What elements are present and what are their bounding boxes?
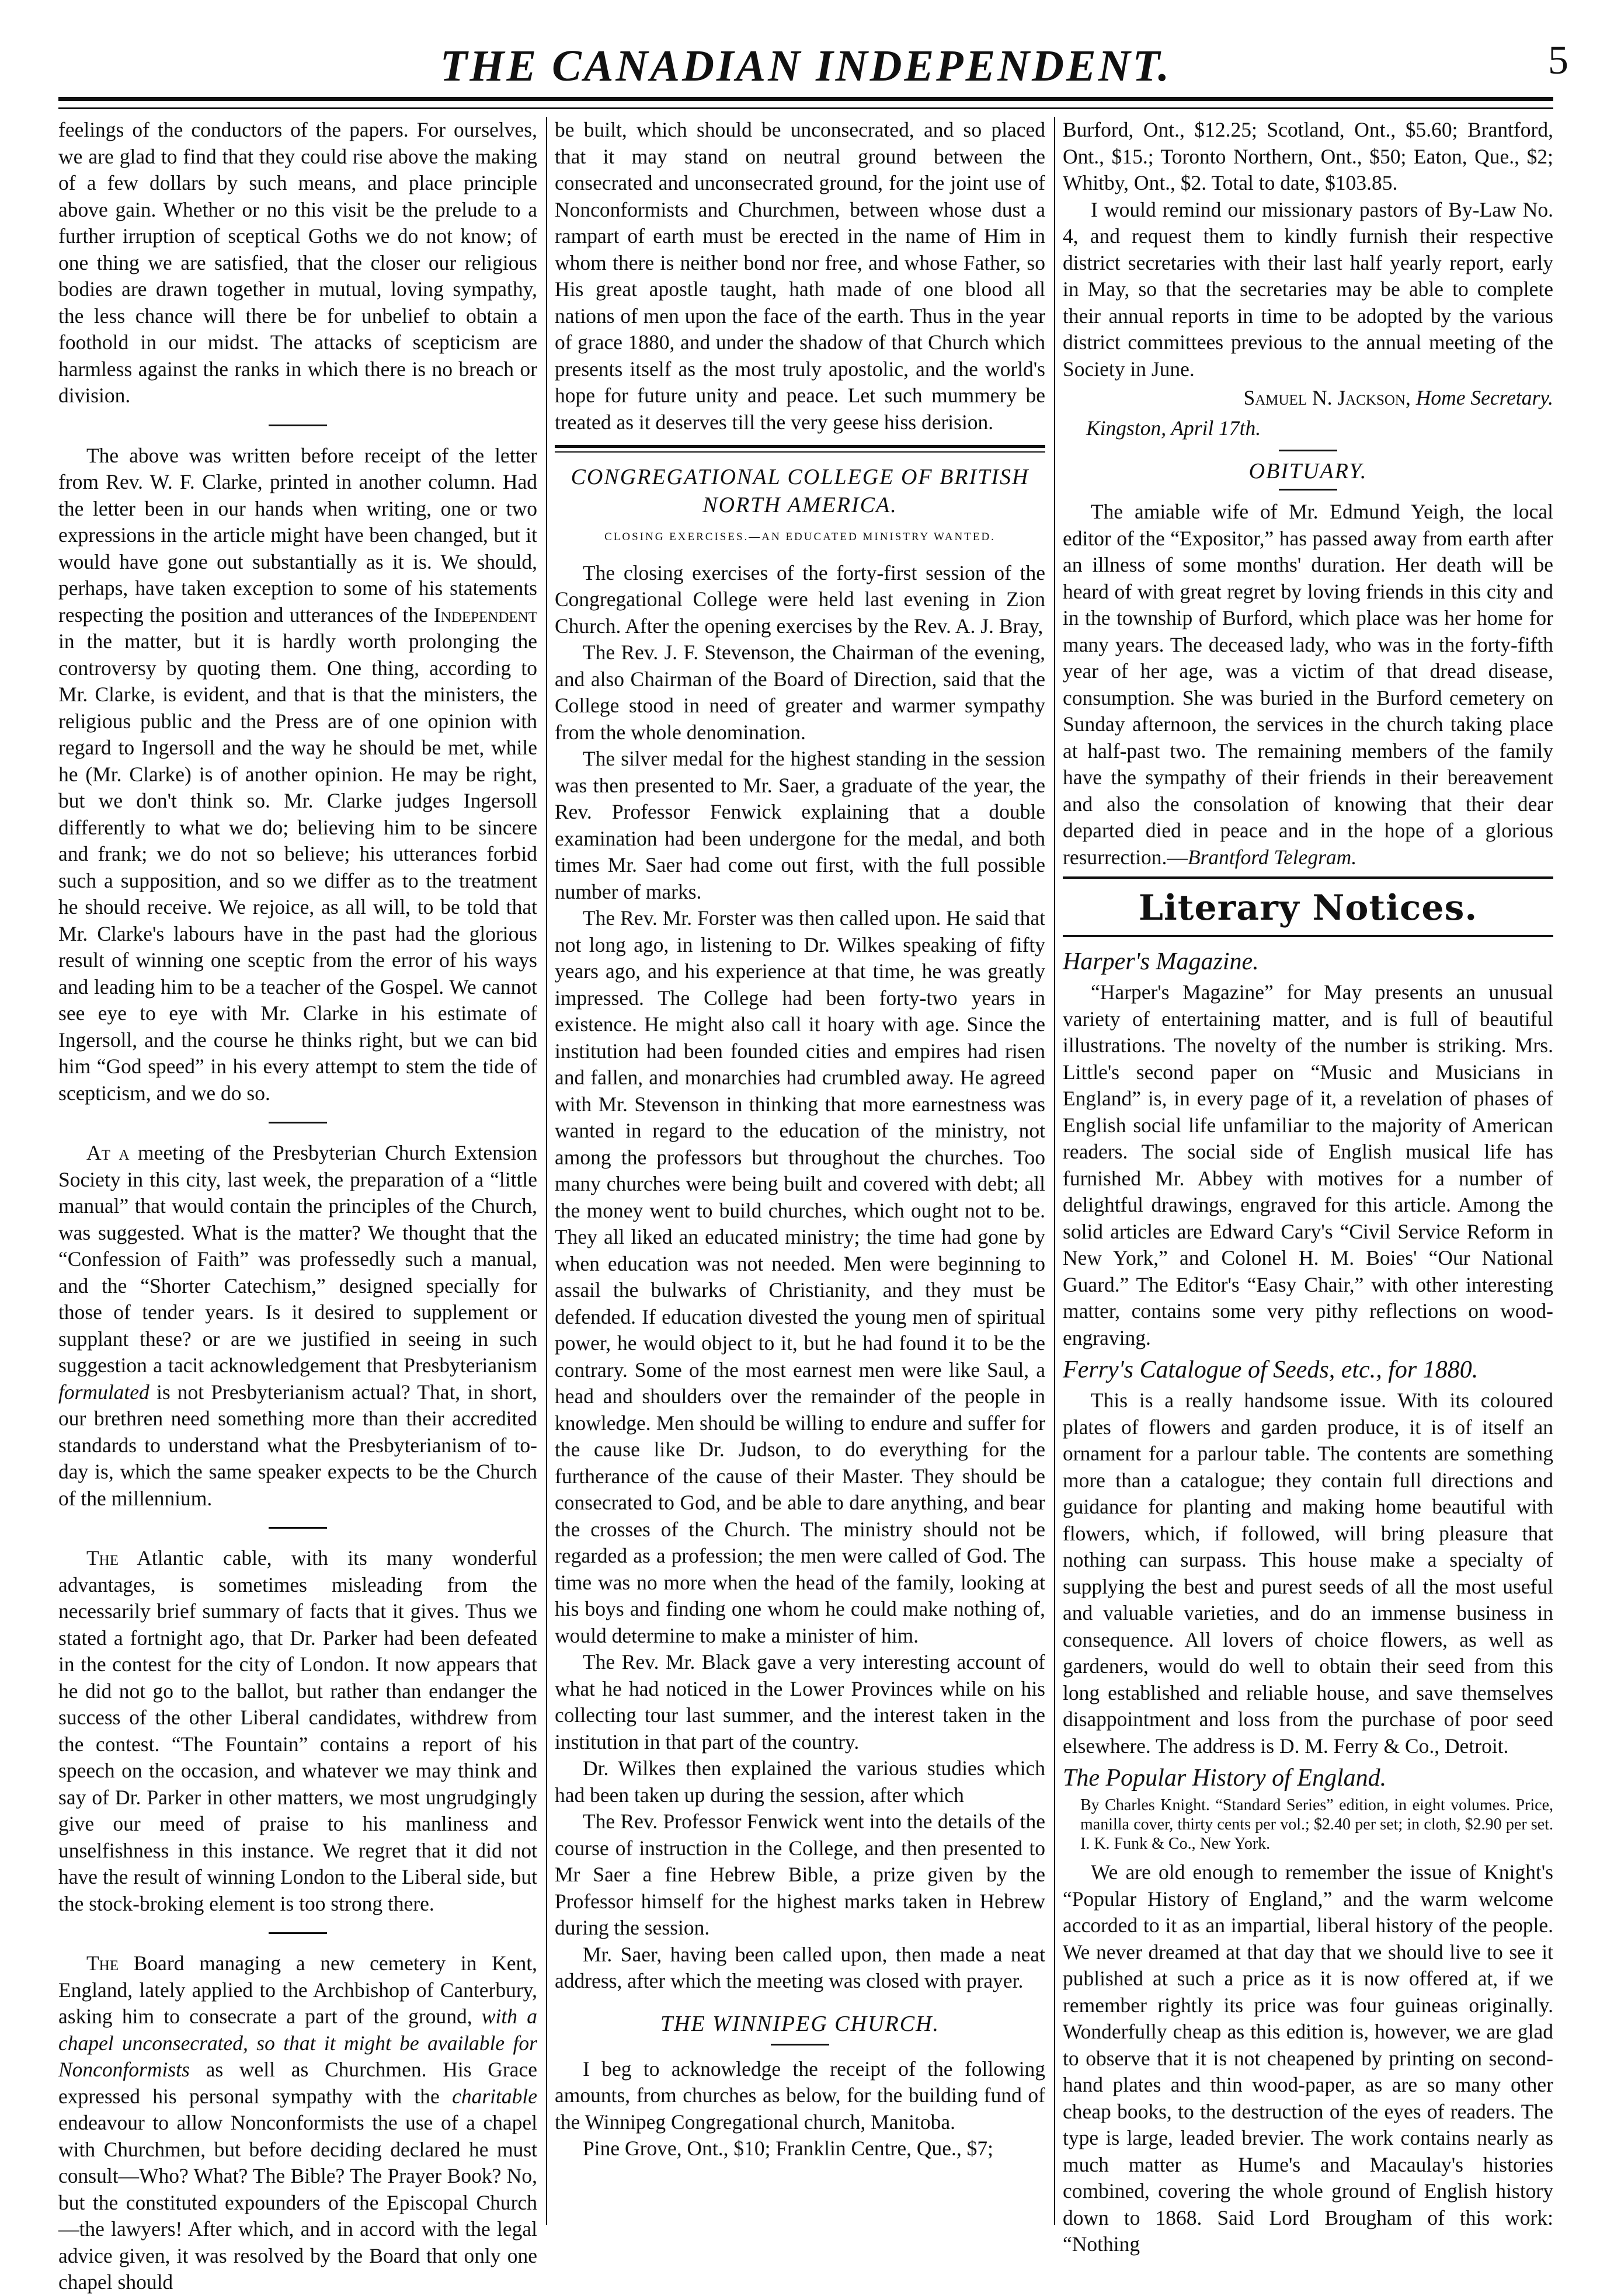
signature-date: Kingston, April 17th. <box>1086 416 1261 440</box>
column-3 <box>1063 117 1553 2258</box>
review-title: Ferry's Catalogue of Seeds, etc., for 1880. <box>1063 1356 1479 1383</box>
paragraph: Dr. Wilkes then explained the various studies which had been taken up during the session, after which <box>555 1756 1045 1807</box>
article-subheading: CLOSING EXERCISES.—AN EDUCATED MINISTRY WANTED. <box>604 531 996 543</box>
column-divider <box>546 117 547 2225</box>
header-rule <box>58 97 1553 101</box>
signature: Samuel N. Jackson, Home Secretary. <box>1243 386 1553 409</box>
masthead-title: THE CANADIAN INDEPENDENT. <box>440 41 1172 91</box>
article-heading: THE WINNIPEG CHURCH. <box>660 2011 940 2036</box>
section-rule <box>269 425 327 426</box>
paragraph: We are old enough to remember the issue of Knight's “Popular History of England,” and the warm welcome accorded to it as an impartial, liberal history of the people. We never dreamed at that day that we should live to see it published at such a price as it is now offered at, if we remember rightly its price was four guineas originally. Wonderfully cheap as this edition is, however, we are glad to observe that it is not cheapened by printing on second-hand plates and thin wood-paper, as are so many other cheap books, to the destruction of the eyes of readers. The type is large, leaded brevier. The work contains nearly as much matter as Hume's and Macaulay's histories combined, covering the whole ground of English history down to 1868. Said Lord Brougham of this work: “Nothing <box>1063 1860 1553 2256</box>
header-rule-thin <box>58 107 1553 109</box>
section-rule <box>269 1527 327 1529</box>
paragraph: The amiable wife of Mr. Edmund Yeigh, the local editor of the “Expositor,” has passed away from earth after an illness of some months' duration. Her death will be heard of with great regret by loving friends in this city and in the township of Burford, which place was her home for many years. The deceased lady, who was in the forty-fifth year of her age, was a victim of that dread disease, consumption. She was buried in the Burford cemetery on Sunday afternoon, the services in the church taking place at half-past two. The remaining members of the family have the sympathy of their friends in their bereavement and also the consolation of knowing that their dear departed died in peace and in the hope of a glorious resurrection.—Brantford Telegram. <box>1063 500 1553 869</box>
column-1 <box>58 117 537 2296</box>
column-divider <box>1054 117 1055 2225</box>
section-rule <box>1279 450 1337 451</box>
paragraph: The Rev. Professor Fenwick went into the details of the course of instruction in the College, and then presented to Mr Saer a fine Hebrew Bible, a prize given by the Professor himself for the highest marks taken in Hebrew during the session. <box>555 1810 1045 1939</box>
paragraph: The Atlantic cable, with its many wonderful advantages, is sometimes misleading from the necessarily brief summary of facts that it gives. Thus we stated a fortnight ago, that Dr. Parker had been defeated in the contest for the city of London. It now appears that he did not go to the ballot, but rather than endanger the success of the other Liberal candidates, withdrew from the contest. “The Fountain” contains a report of his speech on the occasion, and whatever we may think and say of Dr. Parker in other matters, we most ungrudgingly give our meed of praise to his manliness and unselfishness in this instance. We regret that it did not have the result of winning London to the Liberal side, but the stock-broking element is too strong there. <box>58 1546 537 1915</box>
paragraph: The above was written before receipt of the letter from Rev. W. F. Clarke, printed in another column. Had the letter been in our hands when writing, one or two expressions in the article might have been changed, but it would have gone out substantially as it is. We should, perhaps, have taken exception to some of his statements respecting the position and utterances of the Independent in the matter, but it is hardly worth prolonging the controversy by quoting them. One thing, according to Mr. Clarke, is evident, and that is that the ministers, the religious public and the Press are of one opinion with regard to Ingersoll and the way he should be met, while he (Mr. Clarke) is of another opinion. He may be right, but we don't think so. Mr. Clarke judges Ingersoll differently to what we do; believing him to be sincere and frank; we do not so believe; his utterances forbid such a supposition, and so we differ as to the treatment he should receive. We rejoice, as all will, to be told that Mr. Clarke's labours have in the past had the glorious result of winning one sceptic from the error of his ways and leading him to be a teacher of the Gospel. We cannot see eye to eye with Mr. Clarke in his estimate of Ingersoll, and the course he thinks right, but we can bid him “God speed” in his every attempt to stem the tide of scepticism, and we do so. <box>58 443 537 1105</box>
section-heading: Literary Notices. <box>1138 888 1478 928</box>
section-rule <box>771 2044 829 2045</box>
paragraph: “Harper's Magazine” for May presents an unusual variety of entertaining matter, and is full of beautiful illustrations. The novelty of the number is striking. Mrs. Little's second paper on “Music and Musicians in England” is, in every page of it, a revelation of phases of English social life unfamiliar to the majority of American readers. The social side of English musical life has furnished Mr. Abbey with motives for a number of delightful drawings, engraved for this article. Among the solid articles are Edward Cary's “Civil Service Reform in New York,” and Colonel H. M. Boies' “Our National Guard.” The Editor's “Easy Chair,” with other interesting matter, contains some very pithy reflections on wood-engraving. <box>1063 980 1553 1349</box>
paragraph: Pine Grove, Ont., $10; Franklin Centre, Que., $7; <box>583 2137 993 2160</box>
review-title: Harper's Magazine. <box>1063 948 1259 975</box>
page-number: 5 <box>1548 38 1568 83</box>
paragraph: The Rev. J. F. Stevenson, the Chairman of the evening, and also Chairman of the Board of Direction, said that the College stood in need of greater and warmer sympathy from the whole denomination. <box>555 641 1045 744</box>
paragraph: This is a really handsome issue. With its coloured plates of flowers and garden produce, it is of itself an ornament for a parlour table. The contents are something more than a catalogue; they contain full directions and guidance for planting and making home beautiful with flowers, which, if followed, will bring pleasure that nothing can surpass. This house make a specialty of supplying the best and purest seeds of all the most useful and valuable varieties, and do an immense business in consequence. All lovers of choice flowers, as well as gardeners, would do well to obtain their seed from this long established and reliable house, and save themselves disappointment and loss from the purchase of poor seed elsewhere. The address is D. M. Ferry & Co., Detroit. <box>1063 1389 1553 1758</box>
paragraph: Burford, Ont., $12.25; Scotland, Ont., $5.60; Brantford, Ont., $15.; Toronto Northern, Ont., $50; Eaton, Que., $2; Whitby, Ont., $2. Total to date, $103.85. <box>1063 118 1553 194</box>
bibliographic-note: By Charles Knight. “Standard Series” edition, in eight volumes. Price, manilla cover, thirty cents per vol.; $2.40 per set; in cloth, $2.90 per set. I. K. Funk & Co., New York. <box>1080 1796 1553 1853</box>
section-banner <box>1063 876 1553 937</box>
review-title: The Popular History of England. <box>1063 1765 1387 1791</box>
section-rule <box>1279 489 1337 490</box>
paragraph: I beg to acknowledge the receipt of the following amounts, from churches as below, for the building fund of the Winnipeg Congregational church, Manitoba. <box>555 2057 1045 2134</box>
paragraph: The closing exercises of the forty-first session of the Congregational College were held last evening in Zion Church. After the opening exercises by the Rev. A. J. Bray, <box>555 561 1045 638</box>
page-header <box>35 30 1577 100</box>
paragraph: be built, which should be unconsecrated, and so placed that it may stand on neutral ground between the consecrated and unconsecrated ground, for the joint use of Nonconformists and Churchmen, between whose dust a rampart of earth must be erected in the name of Him in whom there is neither bond nor free, and whose Father, so His great apostle taught, hath made of one blood all nations of men upon the face of the earth. Thus in the year of grace 1880, and under the shadow of that Church which presents itself as the most truly apostolic, and the world's hope for future unity and peace. Let such mummery be treated as it deserves till the very geese hiss derision. <box>555 118 1045 434</box>
paragraph: Mr. Saer, having been called upon, then made a neat address, after which the meeting was closed with prayer. <box>555 1942 1045 1992</box>
section-double-rule <box>555 445 1045 453</box>
paragraph: I would remind our missionary pastors of By-Law No. 4, and request them to kindly furnish their respective district secretaries with their last half yearly report, early in May, so that the secretaries may be able to complete their annual reports in time to be adopted by the various district committees previous to the annual meeting of the Society in June. <box>1063 197 1553 381</box>
paragraph: The silver medal for the highest standing in the session was then presented to Mr. Saer, a graduate of the year, the Rev. Professor Fenwick explaining that a double examination had been undergone for the medal, and both times Mr. Saer had come out first, with the full possible number of marks. <box>555 747 1045 903</box>
paragraph: feelings of the conductors of the papers. For ourselves, we are glad to find that they could rise above the making of a few dollars by such means, and place principle above gain. Whether or no this visit be the prelude to a further irruption of sceptical Goths we do not know; of one thing we are satisfied, that the closer our religious bodies are drawn together in mutual, loving sympathy, the less chance will there be for unbelief to obtain a foothold in our midst. The attacks of scepticism are harmless against the ranks in which there is no breach or division. <box>58 118 537 407</box>
column-2 <box>555 117 1045 2162</box>
article-heading: CONGREGATIONAL COLLEGE OF BRITISH NORTH AMERICA. <box>571 465 1029 517</box>
section-rule <box>269 1122 327 1123</box>
paragraph: The Rev. Mr. Black gave a very interesting account of what he had noticed in the Lower Provinces while on his collecting tour last summer, and the interest taken in the institution in that part of the country. <box>555 1650 1045 1754</box>
section-rule <box>269 1932 327 1934</box>
article-heading: OBITUARY. <box>1248 459 1368 483</box>
paragraph: The Board managing a new cemetery in Kent, England, lately applied to the Archbishop of Canterbury, asking him to consecrate a part of the ground, with a chapel unconsecrated, so that it might be available for Nonconformists as well as Churchmen. His Grace expressed his personal sympathy with the charitable endeavour to allow Nonconformists the use of a chapel with Churchmen, but before deciding declared he must consult—Who? What? The Bible? The Prayer Book? No, but the constituted expounders of the Episcopal Church—the lawyers! After which, and in accord with the legal advice given, it was resolved by the Board that only one chapel should <box>58 1951 537 2294</box>
paragraph: At a meeting of the Presbyterian Church Extension Society in this city, last week, the preparation of a “little manual” that would contain the principles of the Church, was suggested. What is the matter? We thought that the “Confession of Faith” was professedly such a manual, and the “Shorter Catechism,” designed specially for those of tender years. Is it desired to supplement or supplant these? or are we justified in seeing in such suggestion a tacit acknowledgement that Presbyterianism formulated is not Presbyterianism actual? That, in short, our brethren need something more than their accredited standards to understand what the Presbyterianism of to-day is, which the same speaker expects to be the Church of the millennium. <box>58 1141 538 1510</box>
paragraph: The Rev. Mr. Forster was then called upon. He said that not long ago, in listening to Dr. Wilkes speaking of fifty years ago, and his experience at that time, he was greatly impressed. The College had been forty-two years in existence. He might also call it hoary with age. Since the institution had been founded cities and empires had risen and fallen, and monarchies had crumbled away. He agreed with Mr. Stevenson in thinking that more earnestness was wanted in regard to the education of the ministry, not among the professors but throughout the churches. Too many churches were being built and covered with debt; all the money went to build churches, which ought not to be. They all liked an educated ministry; the time had gone by when education was not needed. Men were beginning to assail the bulwarks of Christianity, and they must be defended. If education divested the young men of spiritual power, he would object to it, but he had found it to be the contrary. Some of the most earnest men were like Saul, a head and shoulders over the remainder of the people in knowledge. Men should be willing to endure and suffer for the cause like Dr. Judson, to do everything for the furtherance of the cause of their Master. They should be consecrated to God, and be able to dare anything, and bear the crosses of the Church. The ministry should not be regarded as a profession; the men were called of God. The time was no more when the head of the family, looking at his boys and finding one whom he could make nothing of, would determine to make a minister of him. <box>555 906 1045 1647</box>
